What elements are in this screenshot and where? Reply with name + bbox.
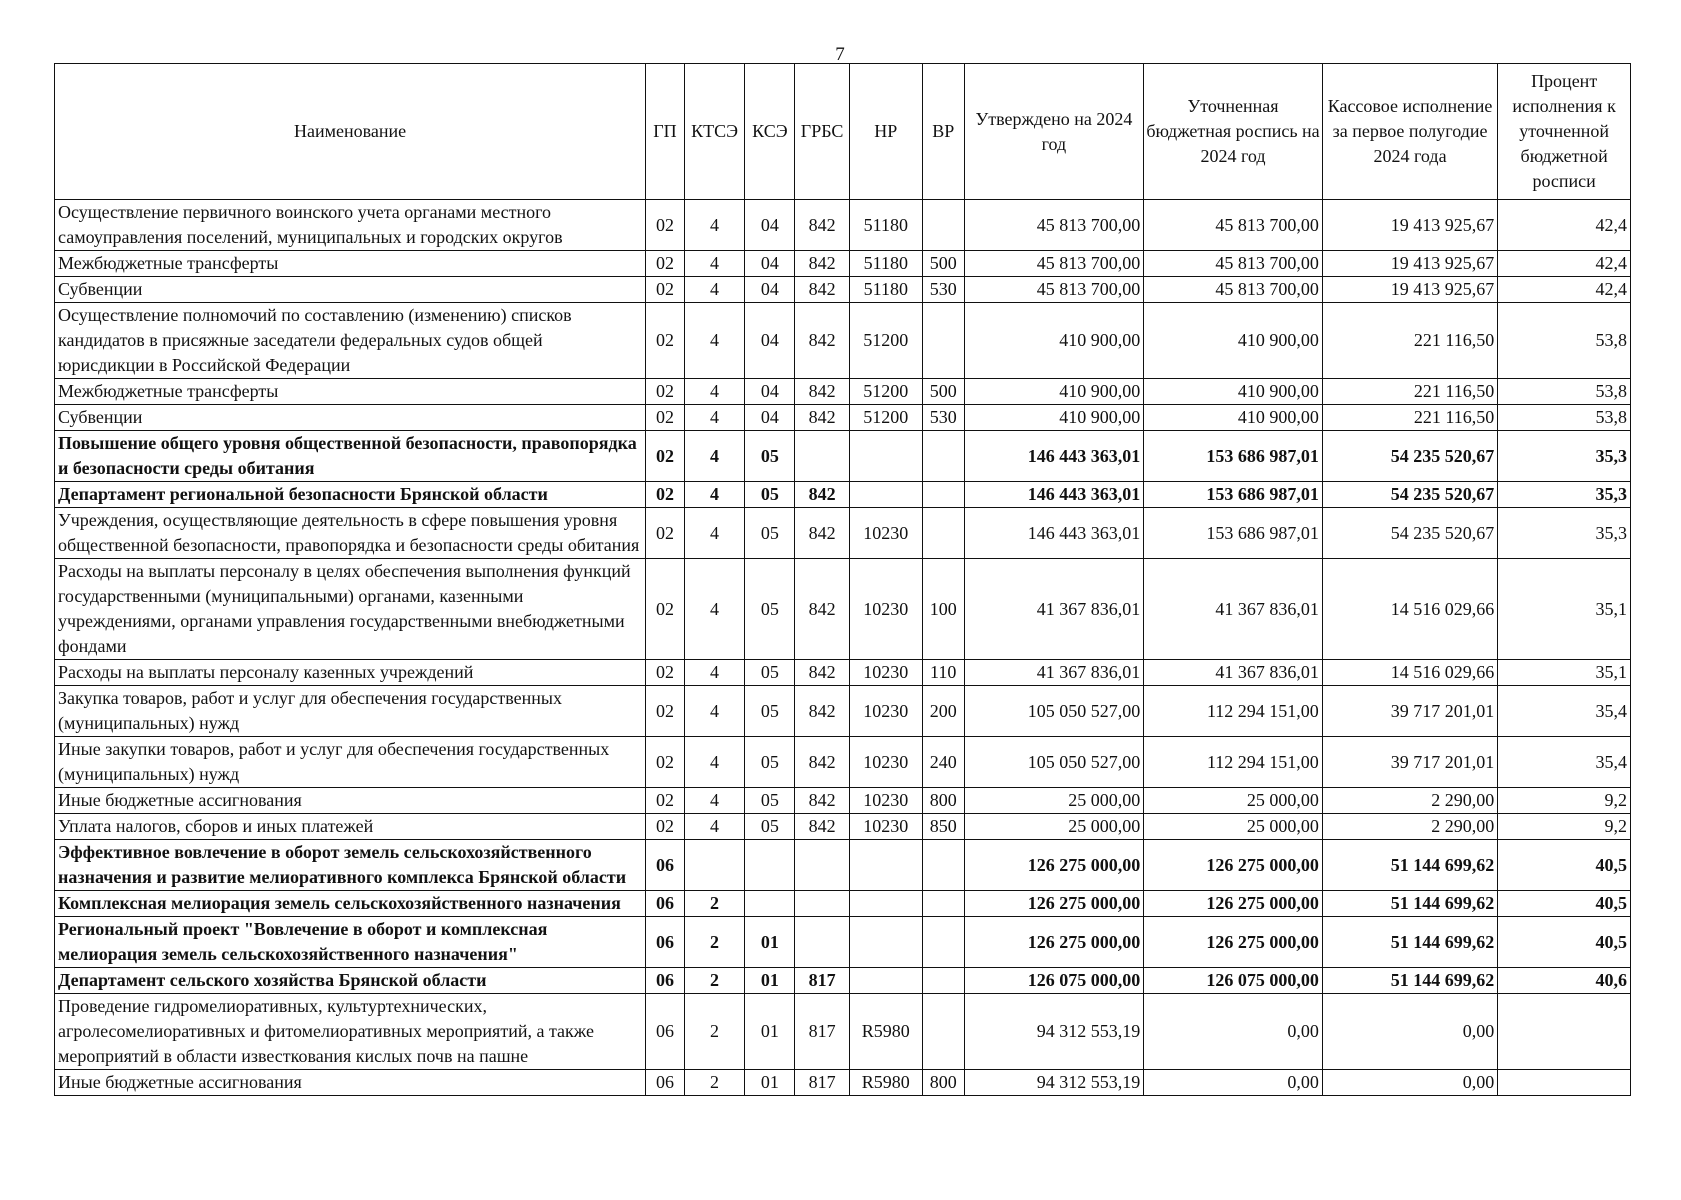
cell-gp: 02 xyxy=(646,737,685,788)
cell-nr: 10230 xyxy=(849,788,922,814)
cell-nr: 10230 xyxy=(849,737,922,788)
cell-kse: 04 xyxy=(745,200,795,251)
table-row xyxy=(55,482,1631,508)
cell-gp: 02 xyxy=(646,251,685,277)
cell-name: Комплексная мелиорация земель сельскохозяйственного назначения xyxy=(55,891,646,917)
cell-grbs: 842 xyxy=(795,814,849,840)
cell-approved: 45 813 700,00 xyxy=(964,251,1144,277)
table-row xyxy=(55,277,1631,303)
cell-percent: 53,8 xyxy=(1498,379,1631,405)
cell-kse: 05 xyxy=(745,660,795,686)
cell-nr: 10230 xyxy=(849,660,922,686)
cell-gp: 06 xyxy=(646,994,685,1070)
cell-vr: 530 xyxy=(922,277,964,303)
cell-ktse: 4 xyxy=(684,431,745,482)
cell-gp: 02 xyxy=(646,788,685,814)
header-name: Наименование xyxy=(55,64,646,200)
cell-nr xyxy=(849,482,922,508)
cell-kse: 05 xyxy=(745,686,795,737)
cell-cash: 51 144 699,62 xyxy=(1322,840,1497,891)
cell-name: Осуществление первичного воинского учета органами местного самоуправления поселений, муниципальных и городских округов xyxy=(55,200,646,251)
cell-vr xyxy=(922,840,964,891)
cell-grbs: 842 xyxy=(795,737,849,788)
header-grbs: ГРБС xyxy=(795,64,849,200)
cell-gp: 06 xyxy=(646,968,685,994)
cell-ktse: 4 xyxy=(684,277,745,303)
cell-approved: 94 312 553,19 xyxy=(964,994,1144,1070)
cell-grbs xyxy=(795,431,849,482)
cell-vr xyxy=(922,482,964,508)
cell-cash: 14 516 029,66 xyxy=(1322,660,1497,686)
cell-grbs: 842 xyxy=(795,379,849,405)
cell-name: Иные бюджетные ассигнования xyxy=(55,788,646,814)
cell-refined: 126 275 000,00 xyxy=(1144,891,1323,917)
cell-percent: 40,5 xyxy=(1498,840,1631,891)
cell-approved: 105 050 527,00 xyxy=(964,686,1144,737)
cell-cash: 2 290,00 xyxy=(1322,814,1497,840)
cell-refined: 153 686 987,01 xyxy=(1144,508,1323,559)
cell-name: Проведение гидромелиоративных, культуртехнических, агролесомелиоративных и фитомелиоративных мероприятий, а также мероприятий в области известкования кислых почв на пашне xyxy=(55,994,646,1070)
cell-grbs: 842 xyxy=(795,559,849,660)
cell-refined: 410 900,00 xyxy=(1144,379,1323,405)
cell-ktse: 4 xyxy=(684,559,745,660)
table-row xyxy=(55,737,1631,788)
cell-vr: 850 xyxy=(922,814,964,840)
cell-grbs xyxy=(795,917,849,968)
cell-vr xyxy=(922,917,964,968)
cell-refined: 25 000,00 xyxy=(1144,788,1323,814)
cell-vr: 530 xyxy=(922,405,964,431)
table-row xyxy=(55,559,1631,660)
cell-percent: 35,3 xyxy=(1498,508,1631,559)
cell-name: Межбюджетные трансферты xyxy=(55,251,646,277)
cell-grbs: 842 xyxy=(795,686,849,737)
cell-ktse: 2 xyxy=(684,1070,745,1096)
cell-ktse: 4 xyxy=(684,737,745,788)
table-row xyxy=(55,379,1631,405)
cell-refined: 126 275 000,00 xyxy=(1144,840,1323,891)
cell-gp: 06 xyxy=(646,840,685,891)
header-cash: Кассовое исполнение за первое полугодие 2024 года xyxy=(1322,64,1497,200)
cell-nr: 51180 xyxy=(849,251,922,277)
header-ktse: КТСЭ xyxy=(684,64,745,200)
cell-refined: 0,00 xyxy=(1144,994,1323,1070)
cell-nr xyxy=(849,968,922,994)
header-gp: ГП xyxy=(646,64,685,200)
cell-cash: 14 516 029,66 xyxy=(1322,559,1497,660)
cell-ktse: 4 xyxy=(684,303,745,379)
cell-kse: 04 xyxy=(745,277,795,303)
cell-grbs: 842 xyxy=(795,303,849,379)
cell-nr: 10230 xyxy=(849,508,922,559)
header-refined: Уточненная бюджетная роспись на 2024 год xyxy=(1144,64,1323,200)
cell-gp: 02 xyxy=(646,431,685,482)
cell-kse: 05 xyxy=(745,508,795,559)
table-row xyxy=(55,917,1631,968)
cell-cash: 2 290,00 xyxy=(1322,788,1497,814)
cell-approved: 126 275 000,00 xyxy=(964,917,1144,968)
cell-cash: 51 144 699,62 xyxy=(1322,917,1497,968)
cell-refined: 45 813 700,00 xyxy=(1144,200,1323,251)
cell-percent: 35,1 xyxy=(1498,559,1631,660)
cell-grbs: 817 xyxy=(795,968,849,994)
cell-nr: 51200 xyxy=(849,303,922,379)
cell-refined: 112 294 151,00 xyxy=(1144,686,1323,737)
budget-execution-table xyxy=(54,63,1631,1096)
table-row xyxy=(55,660,1631,686)
cell-percent: 53,8 xyxy=(1498,303,1631,379)
cell-kse: 01 xyxy=(745,968,795,994)
cell-kse: 05 xyxy=(745,814,795,840)
cell-name: Эффективное вовлечение в оборот земель сельскохозяйственного назначения и развитие мелиоративного комплекса Брянской области xyxy=(55,840,646,891)
cell-gp: 02 xyxy=(646,379,685,405)
cell-nr: 10230 xyxy=(849,814,922,840)
cell-name: Субвенции xyxy=(55,405,646,431)
cell-percent xyxy=(1498,994,1631,1070)
cell-gp: 02 xyxy=(646,559,685,660)
cell-kse: 05 xyxy=(745,431,795,482)
cell-ktse: 4 xyxy=(684,686,745,737)
table-row xyxy=(55,251,1631,277)
header-approved: Утверждено на 2024 год xyxy=(964,64,1144,200)
cell-percent: 35,4 xyxy=(1498,686,1631,737)
cell-cash: 39 717 201,01 xyxy=(1322,686,1497,737)
cell-kse: 01 xyxy=(745,994,795,1070)
cell-cash: 54 235 520,67 xyxy=(1322,431,1497,482)
cell-percent: 53,8 xyxy=(1498,405,1631,431)
cell-approved: 126 275 000,00 xyxy=(964,840,1144,891)
cell-refined: 25 000,00 xyxy=(1144,814,1323,840)
cell-name: Закупка товаров, работ и услуг для обеспечения государственных (муниципальных) нужд xyxy=(55,686,646,737)
cell-vr: 500 xyxy=(922,379,964,405)
table-row xyxy=(55,686,1631,737)
table-row xyxy=(55,891,1631,917)
cell-gp: 02 xyxy=(646,686,685,737)
cell-grbs: 842 xyxy=(795,508,849,559)
cell-cash: 51 144 699,62 xyxy=(1322,968,1497,994)
cell-refined: 45 813 700,00 xyxy=(1144,251,1323,277)
cell-percent: 35,3 xyxy=(1498,482,1631,508)
cell-refined: 41 367 836,01 xyxy=(1144,559,1323,660)
cell-grbs: 842 xyxy=(795,200,849,251)
cell-ktse: 4 xyxy=(684,379,745,405)
cell-nr: R5980 xyxy=(849,994,922,1070)
cell-ktse: 2 xyxy=(684,994,745,1070)
cell-gp: 02 xyxy=(646,508,685,559)
cell-cash: 19 413 925,67 xyxy=(1322,277,1497,303)
cell-nr xyxy=(849,891,922,917)
cell-approved: 25 000,00 xyxy=(964,788,1144,814)
cell-name: Повышение общего уровня общественной безопасности, правопорядка и безопасности среды обитания xyxy=(55,431,646,482)
cell-refined: 126 275 000,00 xyxy=(1144,917,1323,968)
cell-kse: 05 xyxy=(745,737,795,788)
cell-nr: 10230 xyxy=(849,559,922,660)
cell-nr: 51180 xyxy=(849,277,922,303)
cell-ktse: 4 xyxy=(684,482,745,508)
cell-ktse: 4 xyxy=(684,508,745,559)
cell-kse: 04 xyxy=(745,379,795,405)
cell-ktse: 4 xyxy=(684,251,745,277)
cell-approved: 410 900,00 xyxy=(964,303,1144,379)
cell-kse: 04 xyxy=(745,405,795,431)
cell-percent: 35,3 xyxy=(1498,431,1631,482)
cell-grbs xyxy=(795,840,849,891)
header-percent: Процент исполнения к уточненной бюджетной росписи xyxy=(1498,64,1631,200)
cell-name: Расходы на выплаты персоналу в целях обеспечения выполнения функций государственными (муниципальными) органами, казенными учреждениями, органами управления государственными внебюджетными фондами xyxy=(55,559,646,660)
cell-name: Уплата налогов, сборов и иных платежей xyxy=(55,814,646,840)
cell-nr xyxy=(849,431,922,482)
cell-nr xyxy=(849,840,922,891)
page-number: 7 xyxy=(835,44,845,65)
cell-percent: 9,2 xyxy=(1498,788,1631,814)
cell-cash: 221 116,50 xyxy=(1322,405,1497,431)
cell-percent: 35,4 xyxy=(1498,737,1631,788)
cell-percent: 42,4 xyxy=(1498,200,1631,251)
cell-grbs: 842 xyxy=(795,482,849,508)
cell-percent: 40,6 xyxy=(1498,968,1631,994)
cell-cash: 51 144 699,62 xyxy=(1322,891,1497,917)
cell-vr: 800 xyxy=(922,1070,964,1096)
table-row xyxy=(55,788,1631,814)
table-row xyxy=(55,994,1631,1070)
cell-approved: 41 367 836,01 xyxy=(964,559,1144,660)
cell-name: Департамент сельского хозяйства Брянской области xyxy=(55,968,646,994)
cell-vr: 110 xyxy=(922,660,964,686)
cell-kse: 04 xyxy=(745,251,795,277)
cell-name: Учреждения, осуществляющие деятельность в сфере повышения уровня общественной безопасности, правопорядка и безопасности среды обитания xyxy=(55,508,646,559)
cell-gp: 02 xyxy=(646,482,685,508)
cell-grbs: 842 xyxy=(795,251,849,277)
cell-approved: 146 443 363,01 xyxy=(964,508,1144,559)
cell-refined: 112 294 151,00 xyxy=(1144,737,1323,788)
cell-percent: 42,4 xyxy=(1498,251,1631,277)
cell-approved: 146 443 363,01 xyxy=(964,431,1144,482)
cell-approved: 105 050 527,00 xyxy=(964,737,1144,788)
cell-grbs: 842 xyxy=(795,660,849,686)
cell-nr: 51200 xyxy=(849,405,922,431)
table-row xyxy=(55,431,1631,482)
cell-refined: 153 686 987,01 xyxy=(1144,482,1323,508)
cell-nr xyxy=(849,917,922,968)
cell-vr xyxy=(922,994,964,1070)
cell-name: Иные закупки товаров, работ и услуг для обеспечения государственных (муниципальных) нужд xyxy=(55,737,646,788)
cell-approved: 126 075 000,00 xyxy=(964,968,1144,994)
cell-percent: 9,2 xyxy=(1498,814,1631,840)
cell-gp: 06 xyxy=(646,917,685,968)
cell-percent: 40,5 xyxy=(1498,917,1631,968)
cell-grbs: 842 xyxy=(795,277,849,303)
cell-kse: 04 xyxy=(745,303,795,379)
cell-ktse: 4 xyxy=(684,660,745,686)
table-header-row xyxy=(55,64,1631,200)
cell-gp: 02 xyxy=(646,405,685,431)
cell-kse: 05 xyxy=(745,788,795,814)
cell-approved: 146 443 363,01 xyxy=(964,482,1144,508)
cell-cash: 19 413 925,67 xyxy=(1322,200,1497,251)
cell-vr xyxy=(922,200,964,251)
cell-refined: 41 367 836,01 xyxy=(1144,660,1323,686)
cell-kse xyxy=(745,891,795,917)
cell-kse: 05 xyxy=(745,559,795,660)
cell-cash: 221 116,50 xyxy=(1322,379,1497,405)
cell-gp: 02 xyxy=(646,814,685,840)
cell-nr: 51200 xyxy=(849,379,922,405)
cell-ktse: 2 xyxy=(684,968,745,994)
cell-vr xyxy=(922,968,964,994)
cell-cash: 54 235 520,67 xyxy=(1322,508,1497,559)
cell-grbs: 817 xyxy=(795,1070,849,1096)
cell-grbs xyxy=(795,891,849,917)
cell-ktse: 4 xyxy=(684,200,745,251)
header-kse: КСЭ xyxy=(745,64,795,200)
cell-approved: 45 813 700,00 xyxy=(964,277,1144,303)
cell-grbs: 842 xyxy=(795,788,849,814)
cell-approved: 126 275 000,00 xyxy=(964,891,1144,917)
cell-name: Межбюджетные трансферты xyxy=(55,379,646,405)
cell-refined: 410 900,00 xyxy=(1144,303,1323,379)
cell-gp: 06 xyxy=(646,1070,685,1096)
cell-vr xyxy=(922,431,964,482)
cell-percent: 42,4 xyxy=(1498,277,1631,303)
table-row xyxy=(55,1070,1631,1096)
cell-vr: 240 xyxy=(922,737,964,788)
cell-cash: 39 717 201,01 xyxy=(1322,737,1497,788)
cell-approved: 410 900,00 xyxy=(964,379,1144,405)
cell-gp: 02 xyxy=(646,277,685,303)
cell-approved: 41 367 836,01 xyxy=(964,660,1144,686)
cell-percent: 40,5 xyxy=(1498,891,1631,917)
cell-ktse: 2 xyxy=(684,917,745,968)
cell-nr: 10230 xyxy=(849,686,922,737)
cell-ktse: 2 xyxy=(684,891,745,917)
cell-refined: 153 686 987,01 xyxy=(1144,431,1323,482)
cell-nr: 51180 xyxy=(849,200,922,251)
cell-gp: 02 xyxy=(646,660,685,686)
header-vr: ВР xyxy=(922,64,964,200)
cell-kse: 01 xyxy=(745,1070,795,1096)
table-row xyxy=(55,814,1631,840)
table-row xyxy=(55,200,1631,251)
cell-approved: 410 900,00 xyxy=(964,405,1144,431)
cell-kse: 05 xyxy=(745,482,795,508)
header-nr: НР xyxy=(849,64,922,200)
cell-nr: R5980 xyxy=(849,1070,922,1096)
table-row xyxy=(55,840,1631,891)
cell-cash: 0,00 xyxy=(1322,994,1497,1070)
cell-gp: 06 xyxy=(646,891,685,917)
cell-cash: 0,00 xyxy=(1322,1070,1497,1096)
cell-gp: 02 xyxy=(646,303,685,379)
cell-refined: 410 900,00 xyxy=(1144,405,1323,431)
cell-vr: 100 xyxy=(922,559,964,660)
cell-percent xyxy=(1498,1070,1631,1096)
cell-approved: 45 813 700,00 xyxy=(964,200,1144,251)
cell-ktse: 4 xyxy=(684,405,745,431)
cell-cash: 54 235 520,67 xyxy=(1322,482,1497,508)
cell-vr: 500 xyxy=(922,251,964,277)
cell-gp: 02 xyxy=(646,200,685,251)
cell-ktse: 4 xyxy=(684,814,745,840)
cell-name: Департамент региональной безопасности Брянской области xyxy=(55,482,646,508)
table-row xyxy=(55,508,1631,559)
cell-refined: 126 075 000,00 xyxy=(1144,968,1323,994)
cell-name: Субвенции xyxy=(55,277,646,303)
cell-vr: 800 xyxy=(922,788,964,814)
cell-cash: 221 116,50 xyxy=(1322,303,1497,379)
cell-vr xyxy=(922,891,964,917)
cell-refined: 45 813 700,00 xyxy=(1144,277,1323,303)
cell-approved: 94 312 553,19 xyxy=(964,1070,1144,1096)
cell-name: Региональный проект "Вовлечение в оборот и комплексная мелиорация земель сельскохозяйственного назначения" xyxy=(55,917,646,968)
cell-ktse xyxy=(684,840,745,891)
cell-grbs: 817 xyxy=(795,994,849,1070)
cell-vr xyxy=(922,508,964,559)
cell-kse: 01 xyxy=(745,917,795,968)
cell-approved: 25 000,00 xyxy=(964,814,1144,840)
cell-refined: 0,00 xyxy=(1144,1070,1323,1096)
cell-grbs: 842 xyxy=(795,405,849,431)
cell-percent: 35,1 xyxy=(1498,660,1631,686)
cell-ktse: 4 xyxy=(684,788,745,814)
table-row xyxy=(55,405,1631,431)
cell-vr xyxy=(922,303,964,379)
cell-cash: 19 413 925,67 xyxy=(1322,251,1497,277)
table-row xyxy=(55,303,1631,379)
cell-vr: 200 xyxy=(922,686,964,737)
cell-name: Иные бюджетные ассигнования xyxy=(55,1070,646,1096)
cell-name: Осуществление полномочий по составлению (изменению) списков кандидатов в присяжные заседатели федеральных судов общей юрисдикции в Российской Федерации xyxy=(55,303,646,379)
cell-name: Расходы на выплаты персоналу казенных учреждений xyxy=(55,660,646,686)
cell-kse xyxy=(745,840,795,891)
table-row xyxy=(55,968,1631,994)
